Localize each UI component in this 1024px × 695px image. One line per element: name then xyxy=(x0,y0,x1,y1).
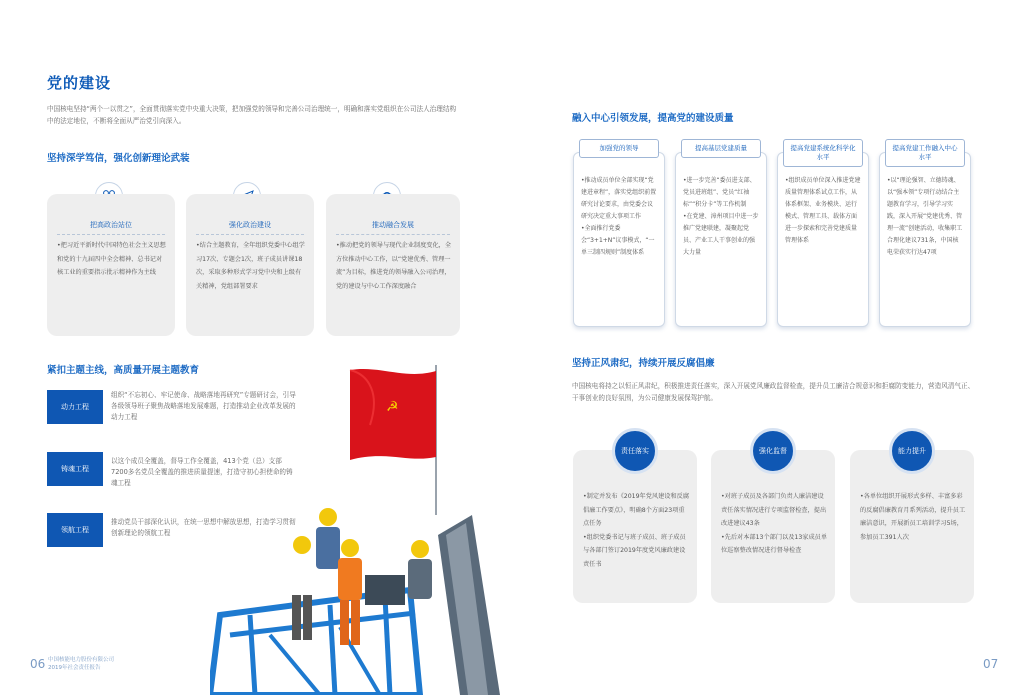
tag-text: •进一步完善“委员进支部、党员进班组”、党员“红袖标”“积分卡”等工作机制 •在党建、漳州项目中进一步推广党建联建，凝聚起党员、产业工人干事创业的强大力量 xyxy=(683,177,759,256)
circle-responsibility: 责任落实 xyxy=(612,428,658,474)
tag-title: 提高党建系统化科学化水平 xyxy=(783,139,863,167)
card-title: 强化政治建设 xyxy=(229,221,271,229)
card-title: 推动融合发展 xyxy=(372,221,414,229)
tag-title: 加强党的领导 xyxy=(579,139,659,158)
integrity-text: •对班子成员及各部门负责人廉洁建设责任落实情况进行专项监督检查，提出改进建议43条 •先后对本部13个部门以及13家成员单位巡察整改情况进行督导检查 xyxy=(721,493,828,554)
divider xyxy=(336,234,450,235)
tag-card-leadership xyxy=(573,144,665,327)
project-text: 组织“不忘初心、牢记使命、战略落地再研究”专题研讨会，引导各级领导班子聚焦战略落地发展难题，打造推动企业改革发展的动力工程 xyxy=(111,391,296,421)
page-title: 党的建设 xyxy=(47,74,112,92)
tag-card-center xyxy=(879,144,971,327)
card-text: •结合主题教育，全年组织党委中心组学习17次、专题会1次，班子成员讲课18次，采取多种形式学习党中央和上级有关精神，党组部署要求 xyxy=(196,242,305,290)
section-title-integrity: 坚持正风肃纪，持续开展反腐倡廉 xyxy=(572,358,715,369)
tag-text: •以“理论强智、立德铸魂、以“强本领”专项行动结合主题教育学习，引导学习实践，深入开展“党建优秀、管理一流”创建活动，收集职工合理化建议731条，中国核电荣获实行达47项 xyxy=(887,177,963,256)
card-text: •把习近平新时代中国特色社会主义思想和党的十九届四中全会精神、总书记对核工业的重要指示批示精神作为主线 xyxy=(57,242,166,276)
tag-title: 提高基层党建质量 xyxy=(681,139,761,158)
project-label: 铸魂工程 xyxy=(47,452,103,486)
project-label: 领航工程 xyxy=(47,513,103,547)
footer-report: 2019年社会责任报告 xyxy=(48,665,101,671)
divider xyxy=(196,234,304,235)
section-title-education: 紧扣主题主线，高质量开展主题教育 xyxy=(47,365,200,376)
integrity-text: •制定并发布《2019年党风建设和反腐倡廉工作要点》，明确8个方面23项重点任务 •组织党委书记与班子成员、班子成员与各部门签订2019年度党风廉政建设责任书 xyxy=(583,493,690,568)
svg-text:☭: ☭ xyxy=(386,399,399,415)
footer-company: 中国核能电力股份有限公司 xyxy=(48,657,115,663)
card-position xyxy=(47,194,175,336)
project-text: 以这个成员全覆盖，督导工作全覆盖，413个党（总）支部7200多名党员全覆盖的推进质量提速，打造守初心担使命的铸魂工程 xyxy=(111,457,293,487)
card-integration xyxy=(326,194,460,336)
theory-cards xyxy=(47,176,460,336)
tag-card-grassroots xyxy=(675,144,767,327)
card-text: •推动把党的领导与现代企业制度变化，全方位推动中心工作，以“党建优秀、管理一流”为目标，推进党的领导融入公司治理，党的建设与中心工作深度融合 xyxy=(336,242,452,290)
workers-photo xyxy=(210,365,500,695)
page-number-left: 06 xyxy=(30,657,46,671)
circle-capability: 能力提升 xyxy=(889,428,935,474)
section-title-quality: 融入中心引领发展，提高党的建设质量 xyxy=(572,113,734,124)
card-title: 把高政治站位 xyxy=(90,221,132,229)
page-number-right: 07 xyxy=(983,657,999,671)
tag-card-system xyxy=(777,144,869,327)
tag-text: •组织成员单位深入推进党建质量管理体系试点工作，从体系框架、业务模块、运行模式、管理工具、载体方面进一步探索和完善党建质量管理体系 xyxy=(785,177,861,244)
card-politics xyxy=(186,194,314,336)
intro-text: 中国核电坚持“两个一以贯之”，全面贯彻落实党中央重大决策，把加强党的领导和完善公司治理统一，明确和落实党组织在公司法人治理结构中的法定地位，不断将全面从严治党引向深入。 xyxy=(47,105,457,125)
project-label: 动力工程 xyxy=(47,390,103,424)
section-title-theory: 坚持深学笃信，强化创新理论武装 xyxy=(47,153,190,164)
tag-title: 提高党建工作融入中心水平 xyxy=(885,139,965,167)
divider xyxy=(57,234,165,235)
circle-supervision: 强化监督 xyxy=(750,428,796,474)
tag-text: •推动成员单位全部实现“党建进章程”，落实党组织前置研究讨论要求，由党委会议研究决定重大事项工作 •全面推行党委会“3+1+N”议事模式，“一单三制四规则”制度体系 xyxy=(581,177,657,256)
integrity-text: •各单位组织开展形式多样、丰富多彩的反腐倡廉教育月系列活动，提升员工廉洁意识，开展新员工培训学习5场，参加员工391人次 xyxy=(860,493,966,541)
integrity-intro: 中国核电将持之以恒正风肃纪，积极推进责任落实，深入开展党风廉政监督检查，提升员工廉洁合规意识和拒腐防变能力，营造风清气正、干事创业的良好氛围，为公司健康发展保驾护航。 xyxy=(572,382,975,402)
project-text: 推动党员干部深化认识，在统一思想中解放思想，打造学习贯彻创新理论的领航工程 xyxy=(111,518,296,537)
